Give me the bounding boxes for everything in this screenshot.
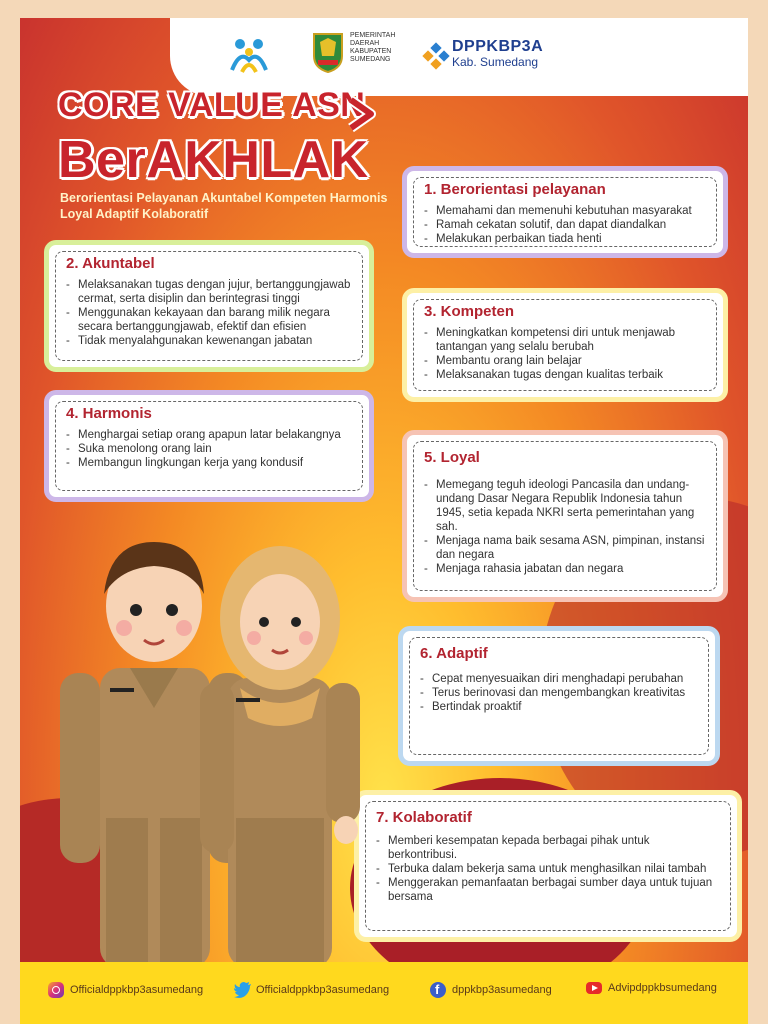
list-item: - Menjaga nama baik sesama ASN, pimpinan, instansi dan negara — [424, 534, 706, 562]
list-item: - Menggerakan pemanfaatan berbagai sumber daya untuk tujuan bersama — [376, 876, 720, 904]
list-item: - Menjaga rahasia jabatan dan negara — [424, 562, 706, 576]
logo-bar — [170, 18, 748, 96]
government-label — [350, 32, 410, 64]
gov-line: KABUPATEN — [350, 48, 392, 55]
list-item: - Cepat menyesuaikan diri menghadapi perubahan — [420, 672, 698, 686]
card-akuntabel — [44, 240, 374, 372]
youtube-handle: Advipdppkbsumedang — [608, 982, 717, 994]
card-inner — [55, 401, 363, 491]
card-loyal — [402, 430, 728, 602]
card-list — [376, 834, 720, 904]
dppkbp3a-logo-icon — [422, 42, 450, 70]
facebook-handle: dppkbp3asumedang — [452, 984, 552, 996]
list-item: - Membangun lingkungan kerja yang kondusif — [66, 456, 352, 470]
tagline: Berorientasi Pelayanan Akuntabel Kompeten Harmonis Loyal Adaptif Kolaboratif — [60, 191, 388, 221]
card-heading: 5. Loyal — [424, 449, 480, 466]
list-item: - Meningkatkan kompetensi diri untuk menjawab tantangan yang selalu berubah — [424, 326, 706, 354]
card-inner — [413, 177, 717, 247]
list-item: - Terbuka dalam bekerja sama untuk menghasilkan nilai tambah — [376, 862, 720, 876]
instagram-link[interactable] — [48, 982, 203, 998]
card-list — [424, 204, 706, 246]
woman-figure — [200, 546, 360, 968]
gov-line: DAERAH — [350, 40, 380, 47]
twitter-link[interactable] — [234, 982, 389, 998]
family-logo-icon — [228, 34, 270, 76]
instagram-icon — [48, 982, 64, 998]
card-inner — [365, 801, 731, 931]
list-item: - Melaksanakan tugas dengan jujur, bertanggungjawab cermat, serta disiplin dan berintegrasi tinggi — [66, 278, 352, 306]
card-inner — [413, 441, 717, 591]
facebook-icon: f — [430, 982, 446, 998]
chevron-right-icon — [345, 94, 379, 134]
list-item: - Menggunakan kekayaan dan barang milik negara secara bertanggungjawab, efektif dan efisien — [66, 306, 352, 334]
list-item: - Suka menolong orang lain — [66, 442, 352, 456]
headline-core-value: CORE VALUE ASN — [58, 86, 366, 124]
list-item: - Melakukan perbaikan tiada henti — [424, 232, 706, 246]
card-harmonis — [44, 390, 374, 502]
list-item: - Memahami dan memenuhi kebutuhan masyarakat — [424, 204, 706, 218]
facebook-link[interactable] — [430, 982, 552, 998]
list-item: - Bertindak proaktif — [420, 700, 698, 714]
card-inner — [409, 637, 709, 755]
list-item: - Ramah cekatan solutif, dan dapat diandalkan — [424, 218, 706, 232]
card-kompeten — [402, 288, 728, 402]
list-item: - Memberi kesempatan kepada berbagai pihak untuk berkontribusi. — [376, 834, 720, 862]
card-list — [420, 672, 698, 714]
card-heading: 2. Akuntabel — [66, 255, 155, 272]
card-adaptif — [398, 626, 720, 766]
list-item: - Melaksanakan tugas dengan kualitas terbaik — [424, 368, 706, 382]
list-item: - Memegang teguh ideologi Pancasila dan undang-undang Dasar Negara Republik Indonesia tahun 1945, setia kepada NKRI serta pemerintahan yang sah. — [424, 478, 706, 534]
card-berorientasi-pelayanan — [402, 166, 728, 258]
poster — [20, 18, 748, 1024]
agency-name: DPPKBP3A — [452, 38, 544, 55]
list-item: - Membantu orang lain belajar — [424, 354, 706, 368]
instagram-handle: Officialdppkbp3asumedang — [70, 984, 204, 996]
list-item: - Tidak menyalahgunakan kewenangan jabatan — [66, 334, 352, 348]
gov-line: PEMERINTAH — [350, 32, 396, 39]
card-heading: 4. Harmonis — [66, 405, 152, 422]
card-list — [66, 278, 352, 348]
list-item: - Menghargai setiap orang apapun latar belakangnya — [66, 428, 352, 442]
asn-couple-illustration — [50, 518, 370, 978]
list-item: - Terus berinovasi dan mengembangkan kreativitas — [420, 686, 698, 700]
agency-subtitle: Kab. Sumedang — [452, 55, 539, 69]
card-list — [424, 478, 706, 576]
card-inner — [55, 251, 363, 361]
card-list — [66, 428, 352, 470]
card-heading: 7. Kolaboratif — [376, 809, 472, 826]
card-heading: 1. Berorientasi pelayanan — [424, 181, 606, 198]
twitter-icon — [234, 982, 250, 998]
card-inner — [413, 299, 717, 391]
sumedang-crest-icon — [310, 30, 346, 74]
card-list — [424, 326, 706, 382]
youtube-link[interactable] — [586, 982, 717, 994]
youtube-icon — [586, 982, 602, 994]
gov-line: SUMEDANG — [350, 56, 391, 63]
card-heading: 6. Adaptif — [420, 645, 488, 662]
twitter-handle: Officialdppkbp3asumedang — [256, 984, 390, 996]
social-footer — [20, 962, 748, 1024]
card-kolaboratif — [354, 790, 742, 942]
headline-berakhlak: BerAKHLAK — [58, 131, 369, 189]
card-heading: 3. Kompeten — [424, 303, 515, 320]
